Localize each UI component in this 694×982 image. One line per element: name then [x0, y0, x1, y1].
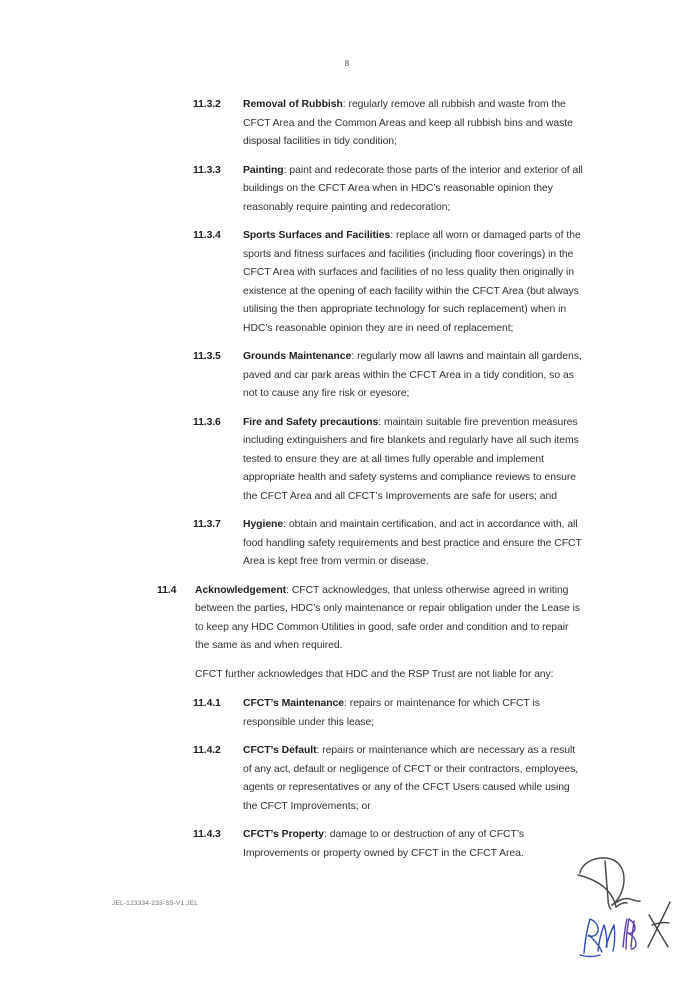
clause-heading-separator: : — [316, 745, 323, 756]
clause-text — [243, 826, 585, 863]
clause-body: replace all worn or damaged parts of the sports and fitness surfaces and facilities (including floor coverings) in the CFCT Area with surfaces and facilities of no less quality then originally in existence at the opening of each facility within the CFCT Area (but always utilising the then appropriate technology for such replacement) when in HDC’s reasonable opinion they are in need of replacement; — [243, 230, 581, 334]
clause-text — [243, 96, 585, 152]
clause-body: repairs or maintenance for which CFCT is responsible under this lease; — [243, 698, 540, 728]
clause-text — [243, 516, 585, 572]
clause-11-3-4 — [0, 227, 694, 338]
clause-text — [243, 695, 585, 732]
clause-heading-separator: : — [323, 829, 330, 840]
clause-11-4 — [0, 582, 694, 656]
clause-11-3-6 — [0, 414, 694, 507]
clause-body: paint and redecorate those parts of the interior and exterior of all buildings on the CFCT Area when in HDC’s reasonable opinion they reasonably require painting and redecoration; — [243, 164, 583, 213]
clause-number: 11.3.7 — [193, 519, 221, 530]
clause-11-3-3 — [0, 162, 694, 218]
clause-number: 11.4.3 — [193, 829, 221, 840]
clause-body: obtain and maintain certification, and act in accordance with, all food handling safety requirements and best practice and ensure the CFCT Area is kept free from vermin or disease. — [243, 519, 582, 567]
clause-number: 11.4 — [157, 584, 177, 596]
clause-heading-separator: : — [283, 164, 290, 176]
signature-block — [560, 855, 690, 975]
footer-reference: JEL-123334-233-S5-V1:JEL — [112, 900, 199, 907]
clause-11-3-2 — [0, 96, 694, 152]
document-body — [0, 96, 694, 873]
clause-number: 11.3.3 — [193, 164, 221, 176]
clause-body: regularly remove all rubbish and waste from the CFCT Area and the Common Areas and keep all rubbish bins and waste disposal facilities in tidy condition; — [243, 99, 573, 147]
clause-heading-separator: : — [342, 99, 349, 110]
interstitial-paragraph: CFCT further acknowledges that HDC and the RSP Trust are not liable for any: — [195, 668, 554, 680]
clause-text — [243, 348, 585, 404]
clause-heading: CFCT’s Property — [243, 829, 324, 840]
clause-11-4-1 — [0, 695, 694, 732]
clause-text — [243, 742, 585, 816]
clause-text — [243, 227, 585, 338]
clause-heading-separator: : — [283, 519, 289, 530]
clause-heading: Hygiene — [243, 519, 284, 530]
page-number: 8 — [344, 58, 350, 68]
signature-initial-blue — [578, 913, 620, 959]
clause-number: 11.3.5 — [193, 351, 221, 362]
clause-text — [243, 414, 585, 507]
clause-heading: Removal of Rubbish — [243, 99, 343, 110]
clause-heading: Fire and Safety precautions — [243, 416, 379, 428]
clause-number: 11.3.6 — [193, 416, 221, 428]
clause-11-3-5 — [0, 348, 694, 404]
clause-number: 11.3.4 — [193, 230, 221, 241]
clause-text — [243, 162, 585, 218]
clause-heading-separator: : — [286, 584, 292, 596]
clause-number: 11.4.2 — [193, 745, 221, 756]
clause-heading: Grounds Maintenance — [243, 351, 352, 362]
clause-body: damage to or destruction of any of CFCT’s Improvements or property owned by CFCT in the CFCT Area. — [243, 829, 524, 859]
clause-number: 11.4.1 — [193, 698, 221, 709]
clause-heading: Acknowledgement — [195, 584, 287, 596]
clause-list — [0, 96, 694, 863]
clause-heading-separator: : — [344, 698, 350, 709]
clause-body: CFCT acknowledges, that unless otherwise agreed in writing between the parties, HDC’s only maintenance or repair obligation under the Lease is to keep any HDC Common Utilities in good, safe order and condition and to repair the same as and when required. — [195, 584, 581, 651]
signature-initial-purple — [618, 913, 644, 951]
clause-text — [195, 582, 585, 656]
clause-number: 11.3.2 — [193, 99, 221, 110]
clause-heading-separator: : — [390, 230, 396, 241]
clause-body: regularly mow all lawns and maintain all gardens, paved and car park areas within the CFCT Area in a tidy condition, so as not to cause any fire risk or eyesore; — [243, 351, 582, 399]
signature-initial-dark — [642, 899, 676, 951]
clause-11-3-7 — [0, 516, 694, 572]
clause-11-4-2 — [0, 742, 694, 816]
clause-heading-separator: : — [378, 416, 385, 428]
clause-body: repairs or maintenance which are necessary as a result of any act, default or negligence of CFCT or their contractors, employees, agents or representatives or any of the CFCT Users caused while using the CFCT Improvements; or — [243, 745, 579, 812]
clause-heading: CFCT’s Maintenance — [243, 698, 345, 709]
clause-heading: Painting — [243, 164, 284, 176]
clause-heading: CFCT’s Default — [243, 745, 317, 756]
clause-body: maintain suitable fire prevention measures including extinguishers and fire blankets and regularly have all such items tested to ensure they are at all times fully operable and implement appropriate health and safety systems and compliance reviews to ensure the CFCT Area and all CFCT’s Improvements are safe for users; and — [243, 416, 579, 502]
clause-heading: Sports Surfaces and Facilities — [243, 230, 391, 241]
clause-heading-separator: : — [351, 351, 358, 362]
